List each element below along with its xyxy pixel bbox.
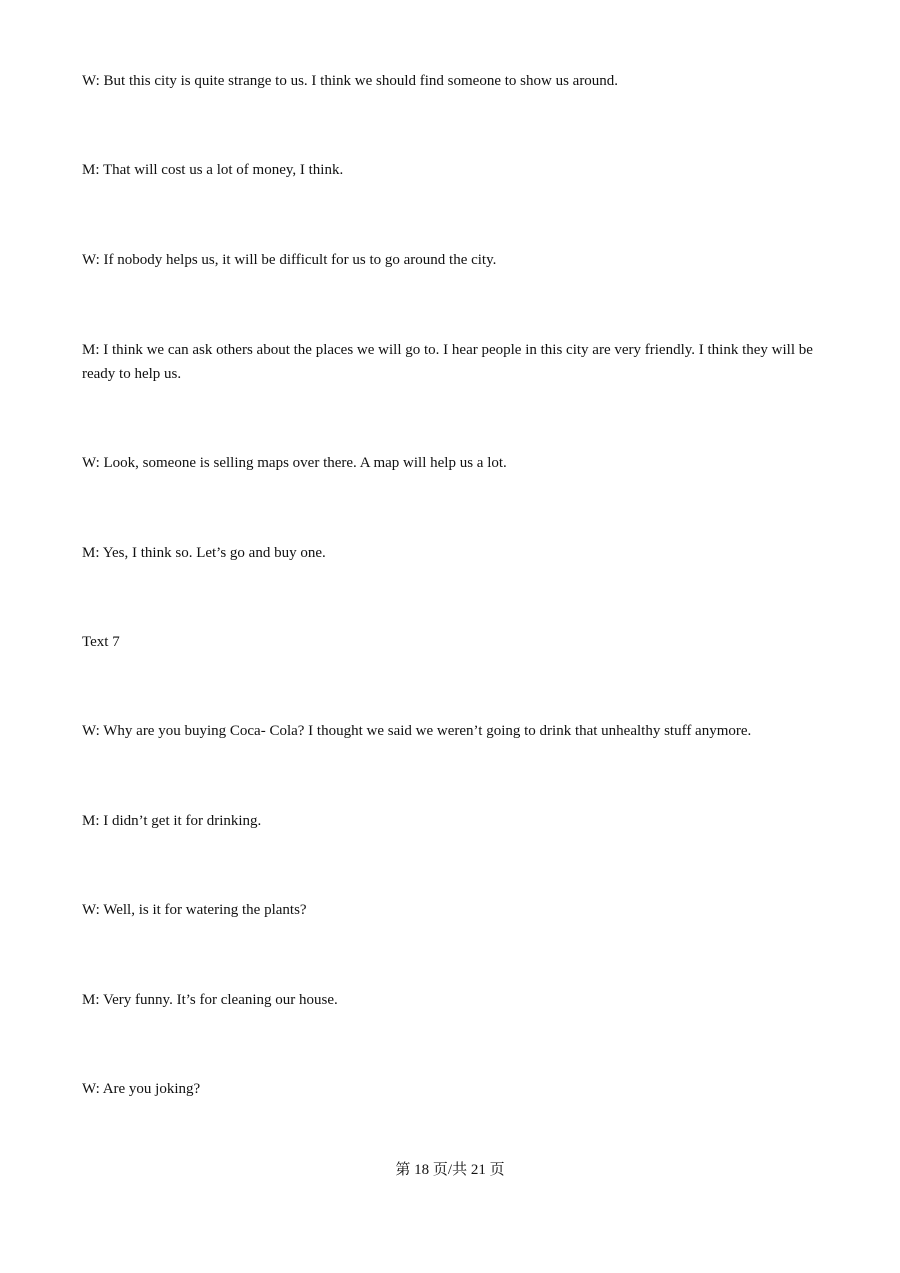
dialogue-line-woman: W: Well, is it for watering the plants?	[82, 902, 307, 918]
dialogue-line-man: M: I think we can ask others about the places we will go to. I hear people in this city are very friendly. I think they will be ready to help us.	[82, 342, 813, 382]
page-number-footer: 第 18 页/共 21 页	[395, 1162, 505, 1178]
dialogue-line-woman: W: But this city is quite strange to us. I think we should find someone to show us around.	[82, 73, 619, 89]
section-heading: Text 7	[82, 634, 120, 650]
dialogue-line-woman: W: Why are you buying Coca- Cola? I thought we said we weren’t going to drink that unhealthy stuff anymore.	[82, 723, 752, 739]
dialogue-line-woman: W: If nobody helps us, it will be difficult for us to go around the city.	[82, 252, 497, 268]
dialogue-line-woman: W: Look, someone is selling maps over there. A map will help us a lot.	[82, 455, 507, 471]
dialogue-line-man: M: I didn’t get it for drinking.	[82, 813, 262, 829]
dialogue-line-man: M: Very funny. It’s for cleaning our house.	[82, 992, 338, 1008]
dialogue-line-woman: W: Are you joking?	[82, 1081, 201, 1097]
dialogue-line-man: M: Yes, I think so. Let’s go and buy one.	[82, 545, 326, 561]
dialogue-line-man: M: That will cost us a lot of money, I think.	[82, 162, 344, 178]
